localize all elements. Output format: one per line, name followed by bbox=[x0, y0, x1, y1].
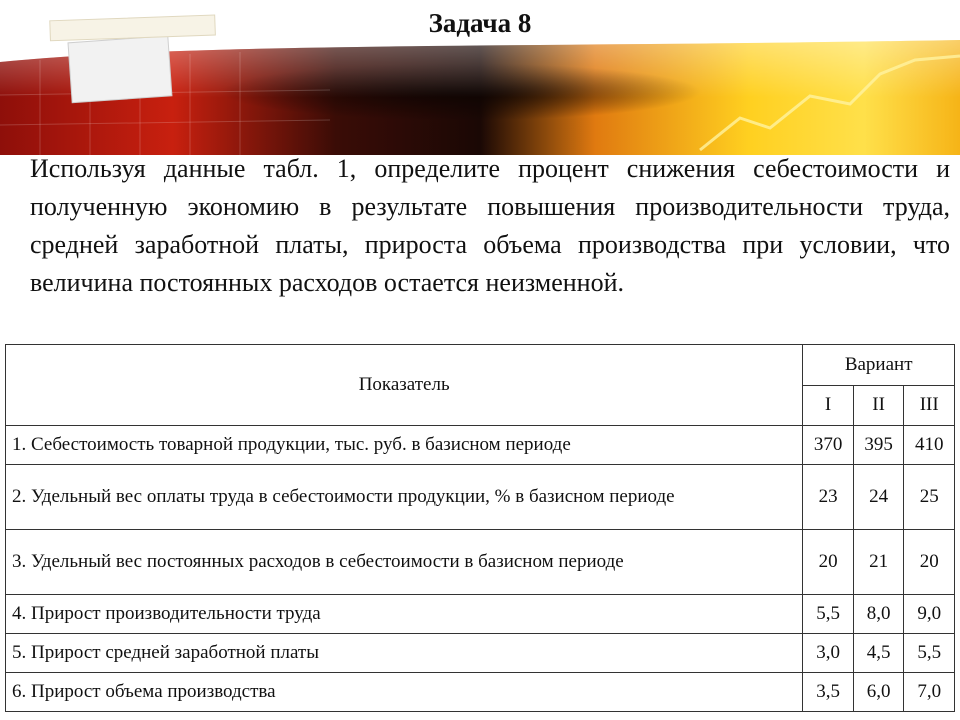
row-value: 25 bbox=[904, 465, 955, 530]
slide-title: Задача 8 bbox=[428, 8, 532, 38]
table-row bbox=[6, 426, 955, 465]
table-row bbox=[6, 595, 955, 634]
row-label: 4. Прирост производительности труда bbox=[6, 595, 803, 634]
row-label: 2. Удельный вес оплаты труда в себестоимости продукции, % в базисном периоде bbox=[6, 465, 803, 530]
row-value: 5,5 bbox=[904, 634, 955, 673]
problem-text: Используя данные табл. 1, определите процент снижения себестоимости и полученную экономию в результате повышения производительности труда, средней заработной платы, прироста объема производства при условии, что величина постоянных расходов остается неизменной. bbox=[30, 154, 950, 297]
table-row bbox=[6, 465, 955, 530]
row-value: 3,5 bbox=[803, 673, 854, 712]
row-label: 3. Удельный вес постоянных расходов в себестоимости в базисном периоде bbox=[6, 530, 803, 595]
row-label: 5. Прирост средней заработной платы bbox=[6, 634, 803, 673]
header-variant: Вариант bbox=[803, 345, 955, 386]
row-value: 4,5 bbox=[853, 634, 904, 673]
row-value: 21 bbox=[853, 530, 904, 595]
header-variant-1: I bbox=[803, 385, 854, 426]
header-variant-3: III bbox=[904, 385, 955, 426]
row-value: 20 bbox=[803, 530, 854, 595]
row-value: 5,5 bbox=[803, 595, 854, 634]
header-indicator: Показатель bbox=[6, 345, 803, 426]
table-row bbox=[6, 673, 955, 712]
row-value: 7,0 bbox=[904, 673, 955, 712]
row-value: 410 bbox=[904, 426, 955, 465]
row-value: 370 bbox=[803, 426, 854, 465]
row-value: 3,0 bbox=[803, 634, 854, 673]
table-row bbox=[6, 634, 955, 673]
header-variant-2: II bbox=[853, 385, 904, 426]
row-value: 6,0 bbox=[853, 673, 904, 712]
row-value: 395 bbox=[853, 426, 904, 465]
data-table bbox=[5, 344, 955, 712]
row-value: 9,0 bbox=[904, 595, 955, 634]
row-value: 20 bbox=[904, 530, 955, 595]
table-row bbox=[6, 530, 955, 595]
row-value: 24 bbox=[853, 465, 904, 530]
row-value: 8,0 bbox=[853, 595, 904, 634]
row-label: 6. Прирост объема производства bbox=[6, 673, 803, 712]
row-value: 23 bbox=[803, 465, 854, 530]
row-label: 1. Себестоимость товарной продукции, тыс. руб. в базисном периоде bbox=[6, 426, 803, 465]
